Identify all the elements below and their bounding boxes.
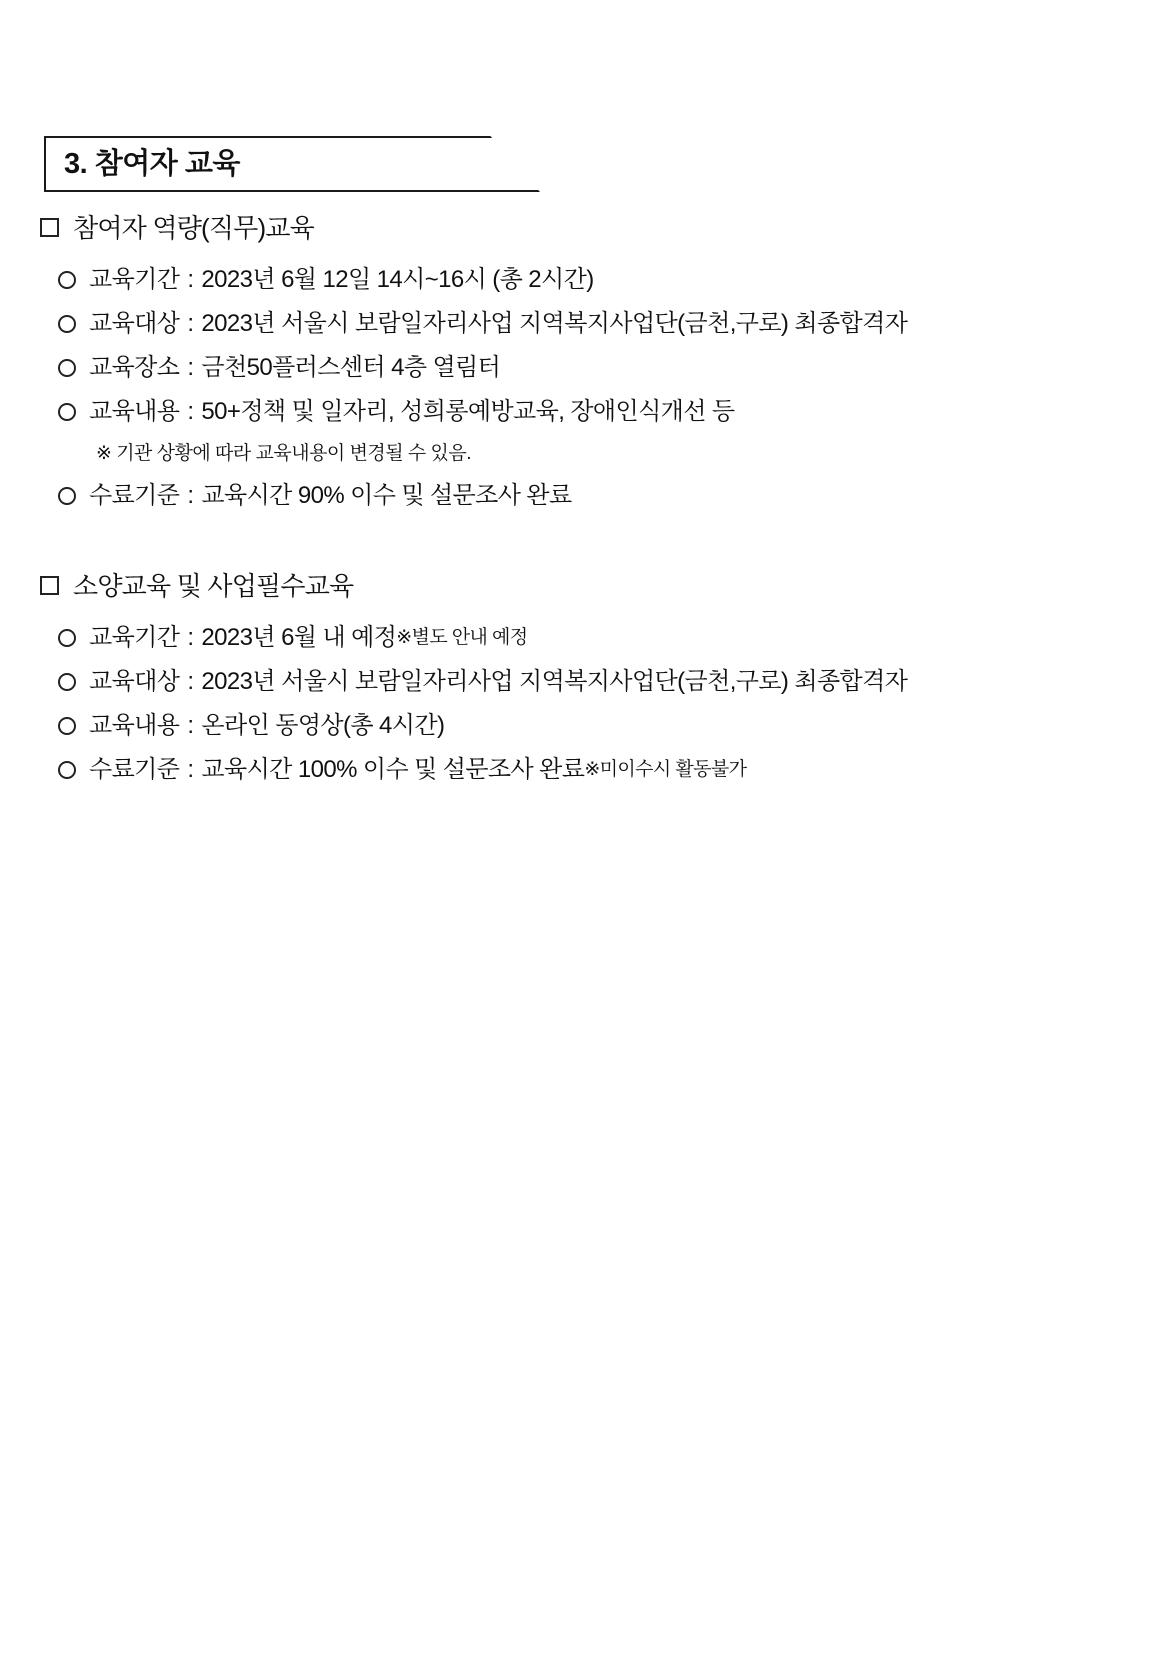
- item-label: 교육기간: [89, 624, 180, 651]
- block-title: [40, 566, 1130, 606]
- item-value: 50+정책 및 일자리, 성희롱예방교육, 장애인식개선 등: [201, 398, 735, 425]
- item-label: 교육대상: [89, 668, 180, 695]
- block-basic-and-required-training: [40, 566, 1130, 792]
- circle-bullet-icon: [58, 673, 76, 691]
- square-bullet-icon: [40, 218, 59, 237]
- circle-bullet-icon: [58, 359, 76, 377]
- item-separator: :: [187, 310, 194, 337]
- item-separator: :: [187, 398, 194, 425]
- list-item: [40, 616, 1130, 660]
- document-content: [40, 208, 1130, 792]
- list-item: [40, 704, 1130, 748]
- item-separator: :: [187, 624, 194, 651]
- item-label: 교육장소: [89, 354, 180, 381]
- item-value: 금천50플러스센터 4층 열림터: [201, 354, 501, 381]
- block-title-text: 소양교육 및 사업필수교육: [73, 571, 354, 601]
- item-label: 교육내용: [89, 398, 180, 425]
- list-item: [40, 660, 1130, 704]
- circle-bullet-icon: [58, 761, 76, 779]
- item-value: 2023년 서울시 보람일자리사업 지역복지사업단(금천,구로) 최종합격자: [201, 668, 908, 695]
- list-item: [40, 390, 1130, 434]
- item-value-note: ※미이수시 활동불가: [584, 759, 747, 780]
- square-bullet-icon: [40, 576, 59, 595]
- circle-bullet-icon: [58, 629, 76, 647]
- list-item: [40, 346, 1130, 390]
- item-value: 교육시간 90% 이수 및 설문조사 완료: [201, 482, 572, 509]
- item-value: 2023년 6월 내 예정: [201, 624, 397, 651]
- item-label: 수료기준: [89, 482, 180, 509]
- circle-bullet-icon: [58, 271, 76, 289]
- block-participant-competency-training: [40, 208, 1130, 518]
- item-separator: :: [187, 266, 194, 293]
- item-value-note: ※별도 안내 예정: [396, 627, 528, 648]
- item-label: 교육대상: [89, 310, 180, 337]
- item-value: 교육시간 100% 이수 및 설문조사 완료: [201, 756, 585, 783]
- item-value: 온라인 동영상(총 4시간): [201, 712, 445, 739]
- page-title: 3. 참여자 교육: [64, 148, 240, 180]
- circle-bullet-icon: [58, 487, 76, 505]
- item-separator: :: [187, 756, 194, 783]
- list-item: [40, 258, 1130, 302]
- item-label: 수료기준: [89, 756, 180, 783]
- section-header: [44, 136, 544, 194]
- item-separator: :: [187, 482, 194, 509]
- item-value: 2023년 서울시 보람일자리사업 지역복지사업단(금천,구로) 최종합격자: [201, 310, 908, 337]
- circle-bullet-icon: [58, 717, 76, 735]
- circle-bullet-icon: [58, 403, 76, 421]
- list-item: [40, 474, 1130, 518]
- list-item: [40, 302, 1130, 346]
- item-label: 교육내용: [89, 712, 180, 739]
- item-separator: :: [187, 712, 194, 739]
- block-title-text: 참여자 역량(직무)교육: [73, 213, 314, 243]
- block-title: [40, 208, 1130, 248]
- list-item: [40, 748, 1130, 792]
- circle-bullet-icon: [58, 315, 76, 333]
- item-value: 2023년 6월 12일 14시~16시 (총 2시간): [201, 266, 594, 293]
- block-spacer: [40, 518, 1130, 566]
- item-separator: :: [187, 668, 194, 695]
- item-separator: :: [187, 354, 194, 381]
- note-text: ※ 기관 상황에 따라 교육내용이 변경될 수 있음.: [96, 443, 472, 464]
- item-label: 교육기간: [89, 266, 180, 293]
